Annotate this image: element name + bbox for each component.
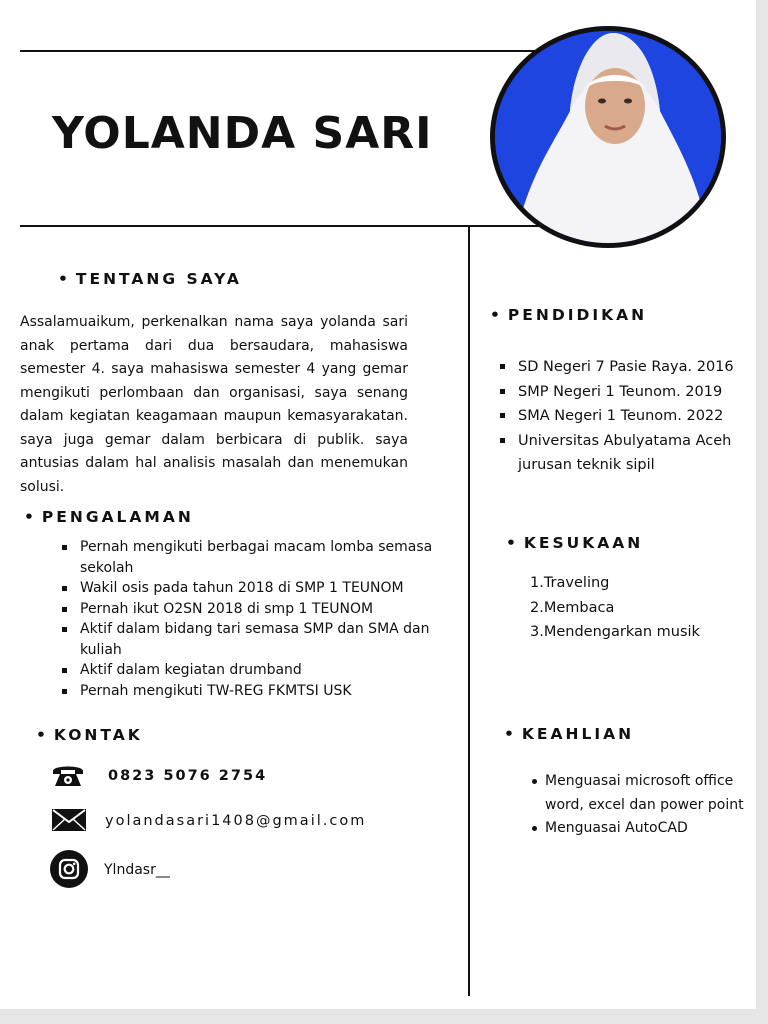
phone-number: 0823 5076 2754 <box>108 768 268 784</box>
list-item: SMA Negeri 1 Teunom. 2022 <box>500 404 756 429</box>
resume-name: YOLANDA SARI <box>52 108 433 159</box>
skills-heading: • KEAHLIAN <box>504 725 635 743</box>
list-item: SD Negeri 7 Pasie Raya. 2016 <box>500 355 756 380</box>
envelope-icon <box>51 808 87 832</box>
list-item: Universitas Abulyatama Aceh jurusan teknik sipil <box>500 429 756 478</box>
about-text: Assalamuaikum, perkenalkan nama saya yolanda sari anak pertama dari dua bersaudara, mahasiswa semester 4. saya mahasiswa semester 4 yang gemar mengikuti perlombaan dan organisasi, saya senang dalam kegiatan keagamaan maupun kemasyarakatan. saya juga gemar dalam berbicara di publik. saya antusias dalam hal analisis masalah dan menemukan solusi. <box>20 314 408 495</box>
about-heading: • TENTANG SAYA <box>58 270 242 288</box>
likes-list <box>530 571 700 645</box>
email-address: yolandasari1408@gmail.com <box>105 813 367 829</box>
list-item: 2.Membaca <box>530 599 615 616</box>
phone-icon <box>51 762 85 788</box>
list-item: Menguasai AutoCAD <box>532 817 752 841</box>
column-divider <box>468 226 470 996</box>
contact-heading: • KONTAK <box>36 726 143 744</box>
top-divider <box>20 50 540 52</box>
experience-list <box>62 537 450 701</box>
education-list <box>500 355 756 478</box>
list-item: Aktif dalam kegiatan drumband <box>62 660 450 681</box>
instagram-handle: Ylndasr__ <box>104 862 170 878</box>
likes-heading: • KESUKAAN <box>506 534 644 552</box>
header-divider <box>20 225 540 227</box>
education-heading: • PENDIDIKAN <box>490 306 648 324</box>
skills-list <box>532 770 752 841</box>
list-item: Aktif dalam bidang tari semasa SMP dan SMA dan kuliah <box>62 619 450 660</box>
list-item: Pernah mengikuti berbagai macam lomba semasa sekolah <box>62 537 450 578</box>
experience-heading: • PENGALAMAN <box>24 508 194 526</box>
portrait-illustration <box>495 31 721 243</box>
profile-photo <box>490 26 726 248</box>
list-item: Pernah ikut O2SN 2018 di smp 1 TEUNOM <box>62 599 450 620</box>
list-item: SMP Negeri 1 Teunom. 2019 <box>500 380 756 405</box>
list-item: Wakil osis pada tahun 2018 di SMP 1 TEUNOM <box>62 578 450 599</box>
instagram-icon <box>50 850 88 888</box>
list-item: 3.Mendengarkan musik <box>530 624 700 640</box>
list-item: Menguasai microsoft office word, excel dan power point <box>532 770 752 817</box>
list-item: Pernah mengikuti TW-REG FKMTSI USK <box>62 681 450 702</box>
list-item: 1.Traveling <box>530 575 610 591</box>
